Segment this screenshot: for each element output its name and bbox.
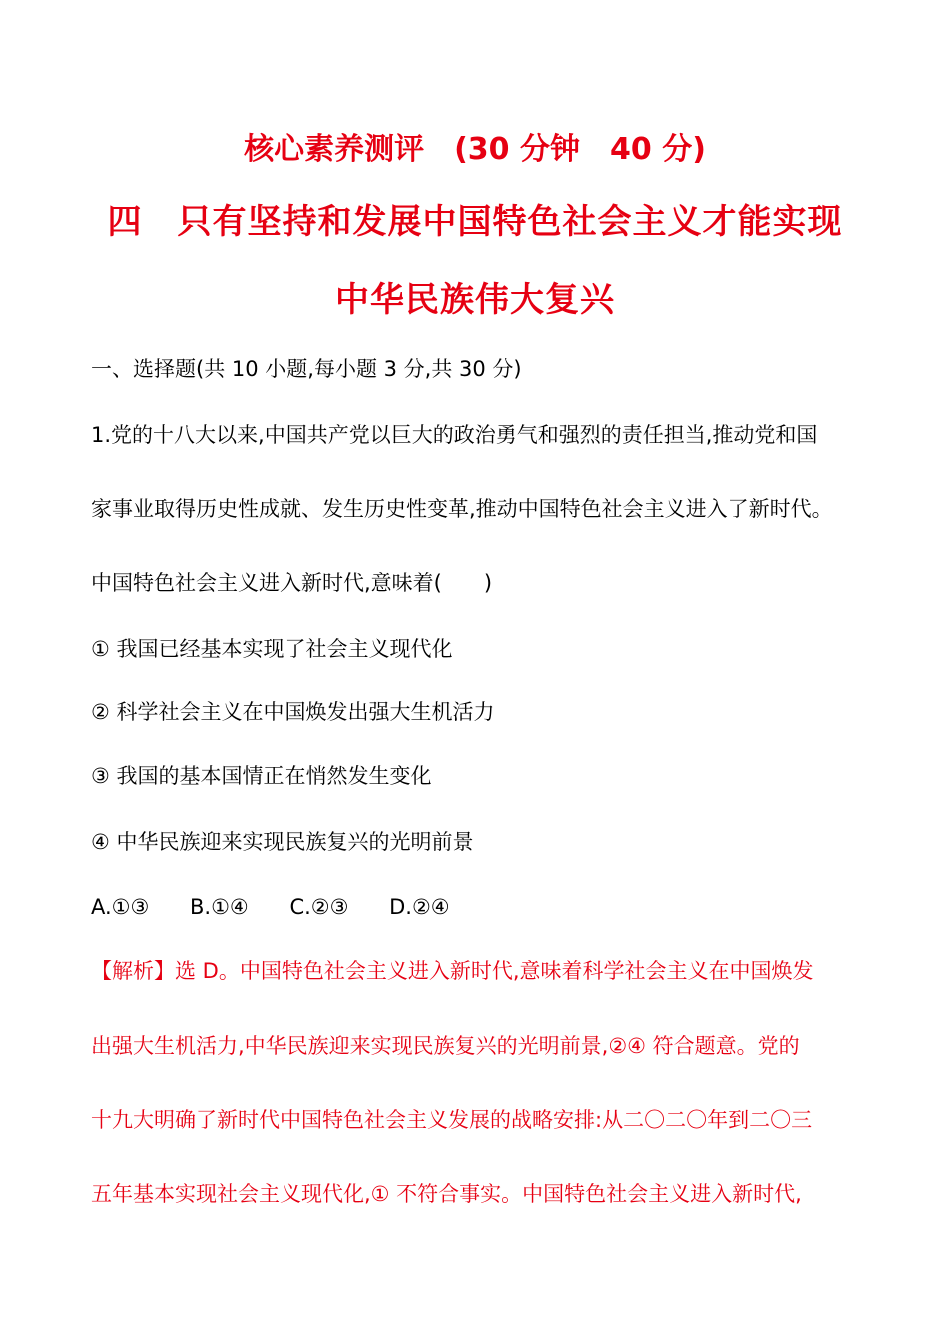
question-stem-line: 家事业取得历史性成就、发生历史性变革,推动中国特色社会主义进入了新时代。 [91,497,833,521]
option-d: D.②④ [389,895,450,919]
statement-item: ② 科学社会主义在中国焕发出强大生机活力 [91,700,495,724]
test-title: 核心素养测评 (30 分钟 40 分) [244,132,706,167]
lesson-title-line-2: 中华民族伟大复兴 [335,280,615,320]
answer-options [91,892,484,922]
statement-item: ④ 中华民族迎来实现民族复兴的光明前景 [91,830,474,854]
option-a: A.①③ [91,895,150,919]
analysis-line: 五年基本实现社会主义现代化,① 不符合事实。中国特色社会主义进入新时代, [91,1182,802,1206]
option-b: B.①④ [190,895,249,919]
analysis-line: 十九大明确了新时代中国特色社会主义发展的战略安排:从二〇二〇年到二〇三 [91,1108,813,1132]
statement-item: ③ 我国的基本国情正在悄然发生变化 [91,764,432,788]
question-stem-line: 中国特色社会主义进入新时代,意味着( ) [91,571,493,595]
section-heading: 一、选择题(共 10 小题,每小题 3 分,共 30 分) [91,357,522,381]
question-stem-line: 1.党的十八大以来,中国共产党以巨大的政治勇气和强烈的责任担当,推动党和国 [91,423,818,447]
statement-item: ① 我国已经基本实现了社会主义现代化 [91,637,453,661]
analysis-line: 【解析】选 D。中国特色社会主义进入新时代,意味着科学社会主义在中国焕发 [91,959,814,983]
option-c: C.②③ [289,895,349,919]
lesson-title-line-1: 四 只有坚持和发展中国特色社会主义才能实现 [107,202,843,242]
analysis-line: 出强大生机活力,中华民族迎来实现民族复兴的光明前景,②④ 符合题意。党的 [91,1034,800,1058]
